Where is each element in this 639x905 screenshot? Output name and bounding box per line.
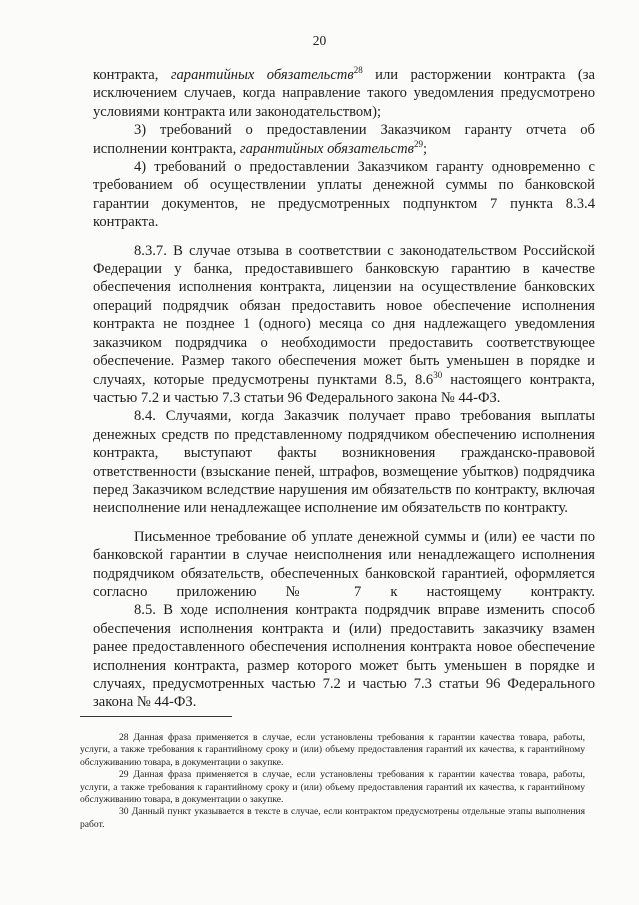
footnote-30: 30 Данный пункт указывается в тексте в случае, если контрактом предусмотрены отдельные этапы выполнения работ. <box>80 806 585 830</box>
page-number: 20 <box>312 33 327 48</box>
footnote-29: 29 Данная фраза применяется в случае, если установлены требования к гарантии качества товара, работы, услуги, а также требования к гарантийному сроку и (или) объему предоставления гарантий их качества, к гарантийному обслуживанию товара, в документации о закупке. <box>80 769 585 806</box>
paragraph-8-5: 8.5. В ходе исполнения контракта подрядчик вправе изменить способ обеспечения исполнения контракта и (или) предоставить заказчику взамен ранее предоставленного обеспечения исполнения контракта новое обеспечение исполнения контракта, размер которого может быть уменьшен в порядке и случаях, предусмотренных частью 7.2 и частью 7.3 статьи 96 Федерального закона № 44-ФЗ. <box>93 602 595 711</box>
body-text <box>93 66 595 712</box>
paragraph-item-3: 3) требований о предоставлении Заказчиком гаранту отчета об исполнении контракта, гарантийных обязательств$^{29}$; <box>93 122 595 157</box>
footnote-ref-30[interactable]: 30 <box>433 369 443 380</box>
paragraph-item-4: 4) требований о предоставлении Заказчиком гаранту одновременно с требованием об осуществлении уплаты денежной суммы по банковской гарантии документов, не предусмотренных подпунктом 7 пункта 8.3.4 контракта. <box>93 159 595 231</box>
paragraph-written-demand: Письменное требование об уплате денежной суммы и (или) ее части по банковской гарантии в случае неисполнения или ненадлежащего исполнения подрядчиком обязательств, обеспеченных банковской гарантией, оформляется согласно приложению № 7 к настоящему контракту. <box>93 528 595 600</box>
footnote-28: 28 Данная фраза применяется в случае, если установлены требования к гарантии качества товара, работы, услуги, а также требования к гарантийному сроку и (или) объему предоставления гарантий их качества, к гарантийному обслуживанию товара, в документации о закупке. <box>80 732 585 768</box>
paragraph-8-3-7: 8.3.7. В случае отзыва в соответствии с законодательством Российской Федерации у банка, предоставившего банковскую гарантию в качестве обеспечения исполнения контракта, лицензии на осуществление банковских операций подрядчик обязан предоставить новое обеспечение исполнения контракта не позднее 1 (одного) месяца со дня надлежащего уведомления заказчиком подрядчика о необходимости предоставить соответствующее обеспечение. Размер такого обеспечения может быть уменьшен в порядке и случаях, которые предусмотрены пунктами 8.5, $8.6^{30}$ настоящего контракта, частью 7.2 и частью 7.3 статьи 96 Федерального закона № 44-ФЗ. <box>93 242 595 406</box>
paragraph-8-4: 8.4. Случаями, когда Заказчик получает право требования выплаты денежных средств по представленному подрядчиком обеспечению исполнения контракта, выступают факты возникновения гражданско-правовой ответственности (взыскание пеней, штрафов, возмещение убытков) подрядчика перед Заказчиком вследствие нарушения им обязательств по контракту, включая неисполнение или ненадлежащее исполнение им обязательств по контракту. <box>93 408 595 517</box>
footnote-separator <box>80 716 232 717</box>
paragraph-contract-notice: контракта, гарантийных обязательств$^{28}$ или расторжении контракта (за исключением случаев, когда направление такого уведомления предусмотрено условиями контракта или законодательством); <box>93 65 595 120</box>
paragraph-gap <box>93 518 595 528</box>
footnote-ref-28[interactable]: 28 <box>353 65 363 76</box>
footnote-ref-29[interactable]: 29 <box>413 138 423 149</box>
paragraph-gap <box>93 232 595 242</box>
footnotes <box>80 732 585 831</box>
